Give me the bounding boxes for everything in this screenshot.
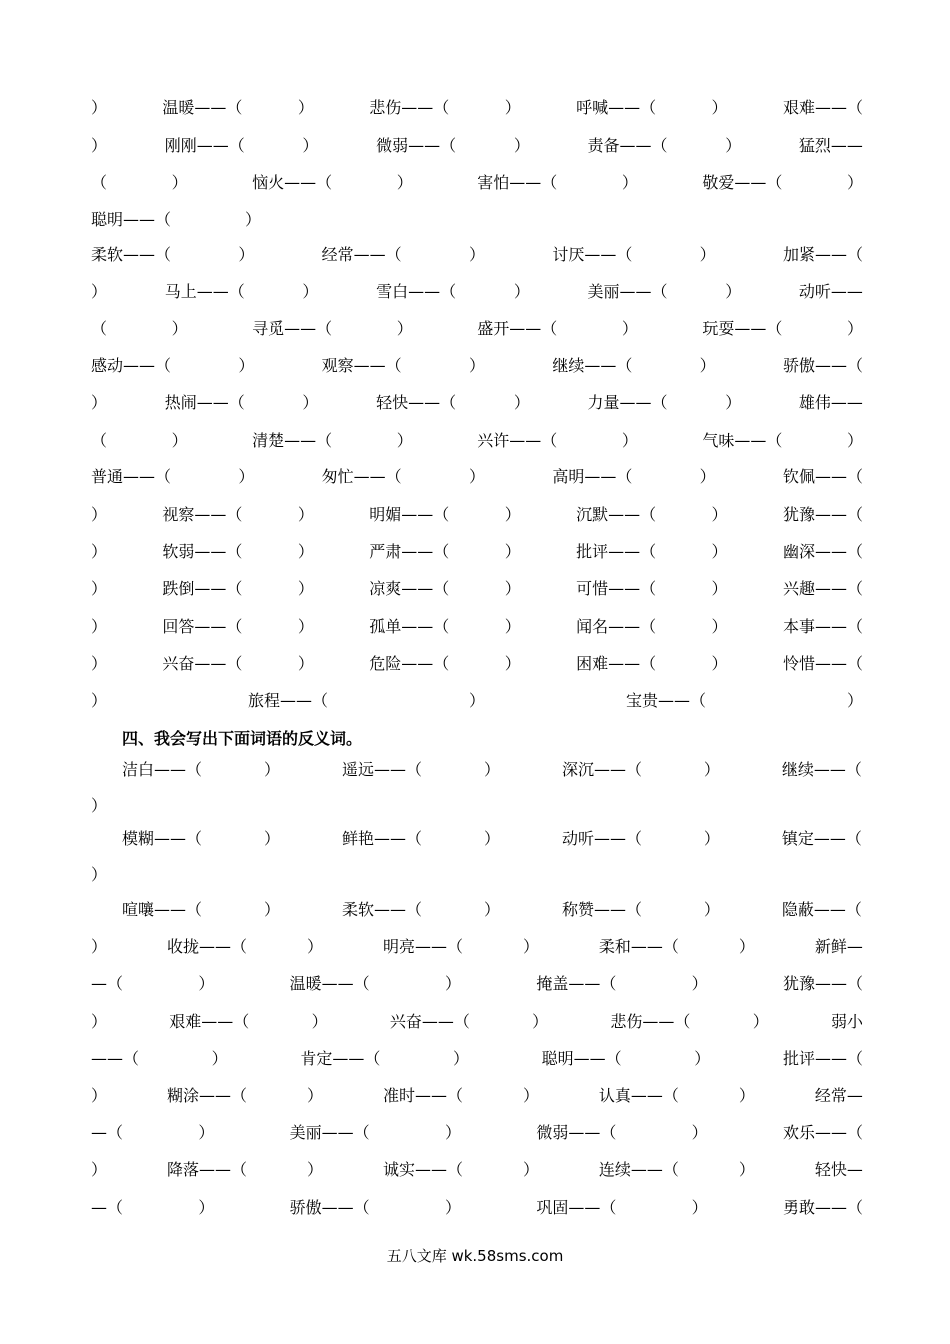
word-segment: 聪明——（ [541,1049,622,1068]
word-segment: 微弱——（ [536,1123,617,1142]
word-segment: （ [91,173,108,192]
word-segment: ） [91,1086,108,1105]
word-segment: 闻名——（ [576,617,657,636]
word-segment: ） [396,431,413,450]
word-segment: ） [725,282,742,301]
word-segment: 艰难——（ [782,98,863,117]
text-line [91,936,863,958]
word-segment: ） [504,579,521,598]
word-segment: 力量——（ [587,393,668,412]
word-segment: ） [91,542,108,561]
word-segment: ） [699,467,716,486]
word-segment: 感动——（ [91,356,172,375]
word-segment: ） [703,760,720,779]
word-segment: —（ [91,974,124,993]
word-segment: ） [522,1086,539,1105]
text-line [91,1122,863,1144]
word-segment: ） [513,136,530,155]
word-segment: 准时——（ [382,1086,463,1105]
word-segment: ） [483,760,500,779]
word-segment: ） [91,98,108,117]
word-segment: ） [699,356,716,375]
word-segment: ） [738,937,755,956]
word-segment: 兴奋——（ [389,1012,470,1031]
word-segment: 轻快— [814,1160,863,1179]
word-segment: 犹豫——（ [782,505,863,524]
word-segment: ） [297,98,314,117]
word-segment: ） [171,173,188,192]
word-segment: ） [245,210,262,229]
word-segment: ） [198,1123,215,1142]
word-segment: 遥远——（ [341,760,422,779]
word-segment: 旅程——（ [247,691,328,710]
word-segment: 动听—— [798,282,863,301]
text-line [91,795,863,817]
word-segment: 温暖——（ [289,974,370,993]
word-segment: —（ [91,1123,124,1142]
word-segment: 气味——（ [702,431,783,450]
word-segment: 诚实——（ [382,1160,463,1179]
word-segment: ） [444,974,461,993]
word-segment: 猛烈—— [798,136,863,155]
word-segment: 隐蔽——（ [781,900,862,919]
word-segment: 高明——（ [552,467,633,486]
word-segment: ） [302,136,319,155]
word-segment: 观察——（ [321,356,402,375]
word-segment: ） [211,1049,228,1068]
word-segment: 明媚——（ [369,505,450,524]
word-segment: ） [263,900,280,919]
text-line [122,828,862,850]
word-segment: 镇定——（ [781,829,862,848]
word-segment: 柔软——（ [341,900,422,919]
section-four-heading [122,728,862,750]
word-segment: 悲伤——（ [369,98,450,117]
word-segment: ） [703,900,720,919]
word-segment: ） [396,319,413,338]
word-segment: 热闹——（ [164,393,245,412]
word-segment: 盛开——（ [477,319,558,338]
word-segment: 视察——（ [162,505,243,524]
word-segment: ） [91,796,108,815]
word-segment: ） [91,1160,108,1179]
word-segment: ） [711,654,728,673]
word-segment: ） [738,1160,755,1179]
word-segment: —（ [91,1198,124,1217]
word-segment: ） [396,173,413,192]
word-segment: 收拢——（ [166,937,247,956]
word-segment: ） [711,98,728,117]
text-line [91,616,863,638]
word-segment: 普通——（ [91,467,172,486]
word-segment: 柔和——（ [598,937,679,956]
word-segment: ） [752,1012,769,1031]
word-segment: 雄伟—— [798,393,863,412]
text-line [91,209,863,231]
word-segment: 凉爽——（ [369,579,450,598]
word-segment: ） [306,1086,323,1105]
text-line [91,1048,863,1070]
word-segment: ） [297,617,314,636]
word-segment: ） [91,1012,108,1031]
word-segment: ——（ [91,1049,140,1068]
word-segment: ） [468,467,485,486]
word-segment: ） [504,98,521,117]
word-segment: 害怕——（ [477,173,558,192]
word-segment: ） [306,1160,323,1179]
word-segment: 洁白——（ [122,760,203,779]
text-line [91,135,863,157]
word-segment: ） [91,865,108,884]
word-segment: 模糊——（ [122,829,203,848]
word-segment: 掩盖——（ [536,974,617,993]
word-segment: 悲伤——（ [610,1012,691,1031]
word-segment: 寻觅——（ [252,319,333,338]
word-segment: ） [91,937,108,956]
word-segment: ） [263,760,280,779]
word-segment: ） [621,431,638,450]
word-segment: 兴奋——（ [162,654,243,673]
word-segment: ） [504,654,521,673]
text-line [122,759,862,781]
word-segment: 美丽——（ [289,1123,370,1142]
word-segment: 恼火——（ [252,173,333,192]
word-segment: ） [91,691,108,710]
word-segment: ） [846,319,863,338]
word-segment: ） [91,393,108,412]
word-segment: ） [846,691,863,710]
word-segment: 本事——（ [782,617,863,636]
word-segment: 微弱——（ [376,136,457,155]
word-segment: ） [91,282,108,301]
word-segment: ） [91,617,108,636]
word-segment: ） [504,505,521,524]
word-segment: 艰难——（ [169,1012,250,1031]
text-line [91,466,863,488]
word-segment: ） [513,282,530,301]
word-segment: 降落——（ [166,1160,247,1179]
word-segment: ） [91,579,108,598]
word-segment: 雪白——（ [376,282,457,301]
word-segment: ） [198,974,215,993]
word-segment: ） [198,1198,215,1217]
text-line [91,1159,863,1181]
word-segment: 勇敢——（ [782,1198,863,1217]
word-segment: 刚刚——（ [164,136,245,155]
text-line [91,690,863,712]
word-segment: 喧嚷——（ [122,900,203,919]
text-line [91,281,863,303]
word-segment: 玩耍——（ [702,319,783,338]
word-segment: 犹豫——（ [782,974,863,993]
word-segment: ） [468,356,485,375]
word-segment: ） [691,974,708,993]
word-segment: ） [483,829,500,848]
word-segment: 温暖——（ [162,98,243,117]
word-segment: 称赞——（ [561,900,642,919]
word-segment: ） [711,617,728,636]
text-line [91,97,863,119]
word-segment: ） [311,1012,328,1031]
word-segment: ） [444,1198,461,1217]
footer-watermark: 五八文库 wk.58sms.com [386,1247,564,1265]
word-segment: 孤单——（ [369,617,450,636]
text-line [91,973,863,995]
word-segment: ） [302,393,319,412]
word-segment: 可惜——（ [576,579,657,598]
word-segment: ） [468,691,485,710]
text-line [91,392,863,414]
word-segment: ） [238,245,255,264]
word-segment: ） [297,505,314,524]
word-segment: 新鲜— [814,937,863,956]
word-segment: 呼喊——（ [576,98,657,117]
word-segment: 继续——（ [781,760,862,779]
word-segment: ） [171,319,188,338]
text-line [91,244,863,266]
word-segment: 批评——（ [782,1049,863,1068]
text-line [91,578,863,600]
word-segment: 幽深——（ [782,542,863,561]
word-segment: ） [263,829,280,848]
word-segment: ） [711,542,728,561]
word-segment: 马上——（ [164,282,245,301]
text-line [91,1011,863,1033]
text-line [91,1197,863,1219]
word-segment: 怜惜——（ [782,654,863,673]
word-segment: ） [725,136,742,155]
word-segment: 骄傲——（ [782,356,863,375]
word-segment: 动听——（ [561,829,642,848]
word-segment: 兴许——（ [477,431,558,450]
word-segment: 明亮——（ [382,937,463,956]
word-segment: 沉默——（ [576,505,657,524]
word-segment: ） [306,937,323,956]
word-segment: ） [621,319,638,338]
word-segment: ） [91,136,108,155]
text-line [91,864,863,886]
word-segment: 软弱——（ [162,542,243,561]
word-segment: ） [452,1049,469,1068]
word-segment: 认真——（ [598,1086,679,1105]
word-segment: 加紧——（ [782,245,863,264]
word-segment: 讨厌——（ [552,245,633,264]
word-segment: 美丽——（ [587,282,668,301]
word-segment: ） [725,393,742,412]
word-segment: 严肃——（ [369,542,450,561]
word-segment: ） [91,654,108,673]
word-segment: ） [699,245,716,264]
text-line [91,1085,863,1107]
word-segment: 经常——（ [321,245,402,264]
word-segment: ） [504,542,521,561]
word-segment: 经常— [814,1086,863,1105]
word-segment: ） [711,505,728,524]
word-segment: ） [238,467,255,486]
word-segment: ） [522,937,539,956]
word-segment: 糊涂——（ [166,1086,247,1105]
word-segment: ） [711,579,728,598]
word-segment: 欢乐——（ [782,1123,863,1142]
word-segment: （ [91,431,108,450]
word-segment: ） [483,900,500,919]
word-segment: 跌倒——（ [162,579,243,598]
word-segment: 弱小 [830,1012,863,1031]
word-segment: ） [302,282,319,301]
word-segment: ） [738,1086,755,1105]
section-four-title: 四、我会写出下面词语的反义词。 [122,729,363,748]
text-line [91,504,863,526]
word-segment: ） [297,654,314,673]
word-segment: 聪明——（ [91,210,172,229]
word-segment: 清楚——（ [252,431,333,450]
word-segment: （ [91,319,108,338]
word-segment: ） [522,1160,539,1179]
word-segment: 敬爱——（ [702,173,783,192]
word-segment: ） [91,505,108,524]
word-segment: ） [444,1123,461,1142]
word-segment: 困难——（ [576,654,657,673]
word-segment: 继续——（ [552,356,633,375]
word-segment: 责备——（ [587,136,668,155]
word-segment: 骄傲——（ [289,1198,370,1217]
word-segment: ） [846,173,863,192]
word-segment: ） [532,1012,549,1031]
word-segment: 危险——（ [369,654,450,673]
text-line [91,541,863,563]
word-segment: 回答——（ [162,617,243,636]
word-segment: 深沉——（ [561,760,642,779]
word-segment: 批评——（ [576,542,657,561]
word-segment: 肯定——（ [300,1049,381,1068]
word-segment: 钦佩——（ [782,467,863,486]
word-segment: 鲜艳——（ [341,829,422,848]
word-segment: ） [691,1123,708,1142]
word-segment: ） [171,431,188,450]
word-segment: 宝贵——（ [625,691,706,710]
word-segment: 匆忙——（ [321,467,402,486]
word-segment: ） [297,542,314,561]
word-segment: ） [691,1198,708,1217]
word-segment: ） [238,356,255,375]
word-segment: 巩固——（ [536,1198,617,1217]
text-line [91,430,863,452]
word-segment: ） [621,173,638,192]
text-line [91,172,863,194]
text-line [91,355,863,377]
word-segment: ） [694,1049,711,1068]
word-segment: 柔软——（ [91,245,172,264]
word-segment: 兴趣——（ [782,579,863,598]
word-segment: ） [513,393,530,412]
word-segment: ） [846,431,863,450]
word-segment: ） [297,579,314,598]
word-segment: 轻快——（ [376,393,457,412]
word-segment: 连续——（ [598,1160,679,1179]
text-line [91,653,863,675]
word-segment: ） [468,245,485,264]
text-line [91,318,863,340]
word-segment: ） [504,617,521,636]
text-line [122,899,862,921]
word-segment: ） [703,829,720,848]
